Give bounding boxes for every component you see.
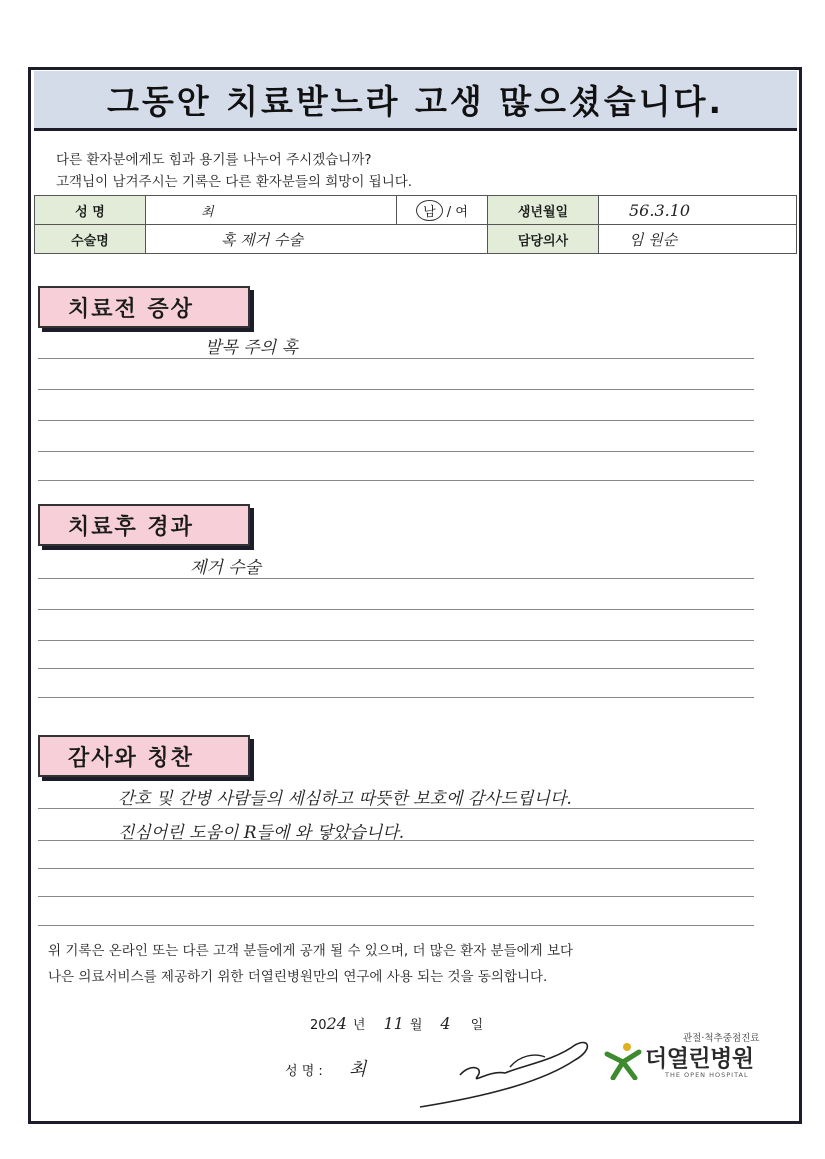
surgery-value[interactable]: 혹 제거 수술 — [146, 225, 488, 254]
rule-line — [38, 420, 754, 421]
gender-field[interactable] — [397, 196, 488, 225]
birth-value[interactable]: 56.3.10 — [599, 196, 797, 225]
rule-line — [38, 925, 754, 926]
rule-line — [38, 640, 754, 641]
title-bar — [34, 71, 797, 131]
name-value[interactable]: 최 — [146, 196, 397, 225]
surgery-label: 수술명 — [35, 225, 146, 254]
doctor-label: 담당의사 — [488, 225, 599, 254]
day-label: 일 — [470, 1018, 484, 1033]
year-label: 년 — [352, 1018, 366, 1033]
doctor-value[interactable]: 임 원순 — [599, 225, 797, 254]
consent-line-2: 나은 의료서비스를 제공하기 위한 더열린병원만의 연구에 사용 되는 것을 동의합니다. — [48, 969, 548, 985]
rule-line — [38, 840, 754, 841]
rule-line — [38, 609, 754, 610]
birth-label: 생년월일 — [488, 196, 599, 225]
name-label: 성 명 — [35, 196, 146, 225]
before-text[interactable]: 발목 주의 혹 — [205, 338, 298, 358]
logo-figure-icon — [603, 1040, 643, 1080]
consent-line-1: 위 기록은 온라인 또는 다른 고객 분들에게 공개 될 수 있으며, 더 많은 환자 분들에게 보다 — [48, 943, 574, 959]
rule-line — [38, 668, 754, 669]
before-heading: 치료전 증상 — [38, 286, 250, 328]
gender-female[interactable]: 여 — [455, 204, 468, 220]
thanks-line-2[interactable]: 진심어린 도움이 R들에 와 닿았습니다. — [118, 823, 405, 843]
thanks-line-1[interactable]: 간호 및 간병 사람들의 세심하고 따뜻한 보호에 감사드립니다. — [118, 789, 572, 809]
year-prefix: 20 — [310, 1018, 327, 1033]
rule-line — [38, 389, 754, 390]
rule-line — [38, 697, 754, 698]
rule-line — [38, 451, 754, 452]
form-title: 그동안 치료받느라 고생 많으셨습니다. — [106, 82, 725, 121]
month-label: 월 — [409, 1018, 423, 1033]
gender-separator: / — [446, 204, 452, 220]
intro-line-2: 고객님이 남겨주시는 기록은 다른 환자분들의 희망이 됩니다. — [56, 174, 413, 190]
month-value[interactable]: 11 — [383, 1014, 404, 1033]
signature-label: 성 명 : — [285, 1064, 323, 1079]
hospital-logo — [603, 1030, 783, 1090]
logo-english: THE OPEN HOSPITAL — [665, 1071, 749, 1079]
year-value[interactable]: 24 — [326, 1014, 347, 1033]
handwritten-signature[interactable] — [415, 1025, 595, 1110]
rule-line — [38, 896, 754, 897]
rule-line — [38, 578, 754, 579]
intro-line-1: 다른 환자분에게도 힘과 용기를 나누어 주시겠습니까? — [56, 152, 372, 168]
rule-line — [38, 808, 754, 809]
rule-line — [38, 868, 754, 869]
rule-line — [38, 358, 754, 359]
logo-tagline: 관절·척추중점진료 — [683, 1033, 760, 1044]
thanks-heading: 감사와 칭찬 — [38, 735, 250, 777]
signature-row — [285, 1055, 366, 1081]
gender-male[interactable]: 남 — [416, 200, 443, 221]
logo-name: 더열린병원 — [645, 1046, 754, 1072]
day-value[interactable]: 4 — [440, 1014, 451, 1033]
signature-name[interactable]: 최 — [348, 1059, 367, 1080]
after-text[interactable]: 제거 수술 — [190, 558, 262, 578]
after-heading: 치료후 경과 — [38, 504, 250, 546]
rule-line — [38, 480, 754, 481]
patient-info-table — [34, 195, 797, 254]
